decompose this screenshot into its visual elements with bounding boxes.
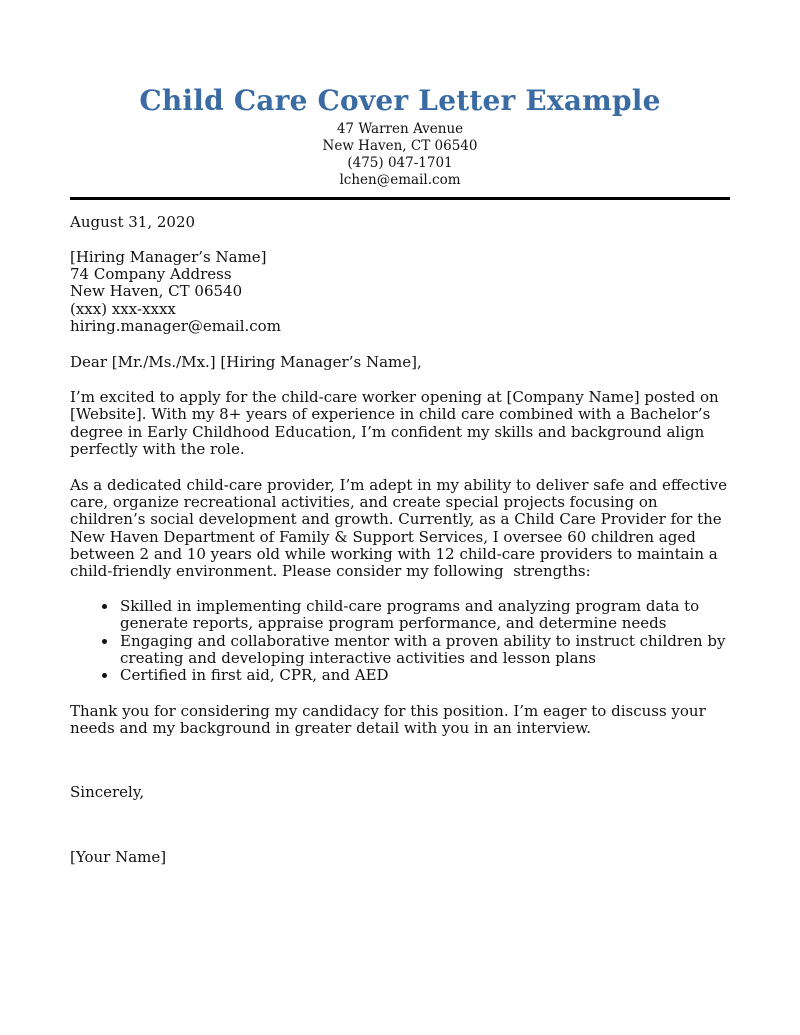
strength-item: • Skilled in implementing child-care programs and analyzing program data to generate reports, appraise program performance, and determine needs (118, 598, 730, 633)
paragraph-closing: Thank you for considering my candidacy for this position. I’m eager to discuss your needs and my background in greater detail with you in an interview. (70, 701, 711, 738)
recipient-email: hiring.manager@email.com (70, 317, 281, 336)
strength-item: • Engaging and collaborative mentor with a proven ability to instruct children by creating and developing interactive activities and lesson plans (118, 633, 730, 668)
document-title: Child Care Cover Letter Example (139, 84, 661, 117)
sender-address-line1: 47 Warren Avenue (336, 120, 464, 137)
date-line: August 31, 2020 (70, 213, 196, 232)
letter-body (70, 214, 730, 866)
salutation: Dear [Mr./Ms./Mx.] [Hiring Manager’s Name], (70, 352, 422, 371)
strengths-list (70, 598, 730, 685)
paragraph-experience: As a dedicated child-care provider, I’m adept in my ability to deliver safe and effective care, organize recreational activities, and create special projects focusing on children’s social development and growth. Currently, as a Child Care Provider for the New Haven Department of Family & Support Services, I oversee 60 children aged between 2 and 10 years old while working with 12 child-care providers to maintain a child-friendly environment. Please consider my following strengths: (70, 475, 732, 581)
sender-phone: (475) 047-1701 (347, 155, 453, 172)
paragraph-intro: I’m excited to apply for the child-care worker opening at [Company Name] posted on [Website]. With my 8+ years of experience in child care combined with a Bachelor’s degree in Early Childhood Education, I’m confident my skills and background align perfectly with the role. (70, 387, 724, 459)
valediction: Sincerely, (70, 782, 145, 801)
sender-address-line2: New Haven, CT 06540 (322, 137, 478, 154)
strength-item: • Certified in first aid, CPR, and AED (118, 667, 730, 684)
signature-placeholder: [Your Name] (70, 848, 167, 866)
recipient-address-line1: 74 Company Address (70, 265, 232, 284)
recipient-name: [Hiring Manager’s Name] (70, 247, 267, 266)
sender-email: lchen@email.com (339, 172, 461, 189)
recipient-block (70, 249, 730, 336)
recipient-address-line2: New Haven, CT 06540 (70, 282, 243, 301)
header-divider-rule (70, 197, 730, 200)
recipient-phone: (xxx) xxx-xxxx (70, 299, 176, 318)
sender-contact-block (70, 122, 730, 188)
